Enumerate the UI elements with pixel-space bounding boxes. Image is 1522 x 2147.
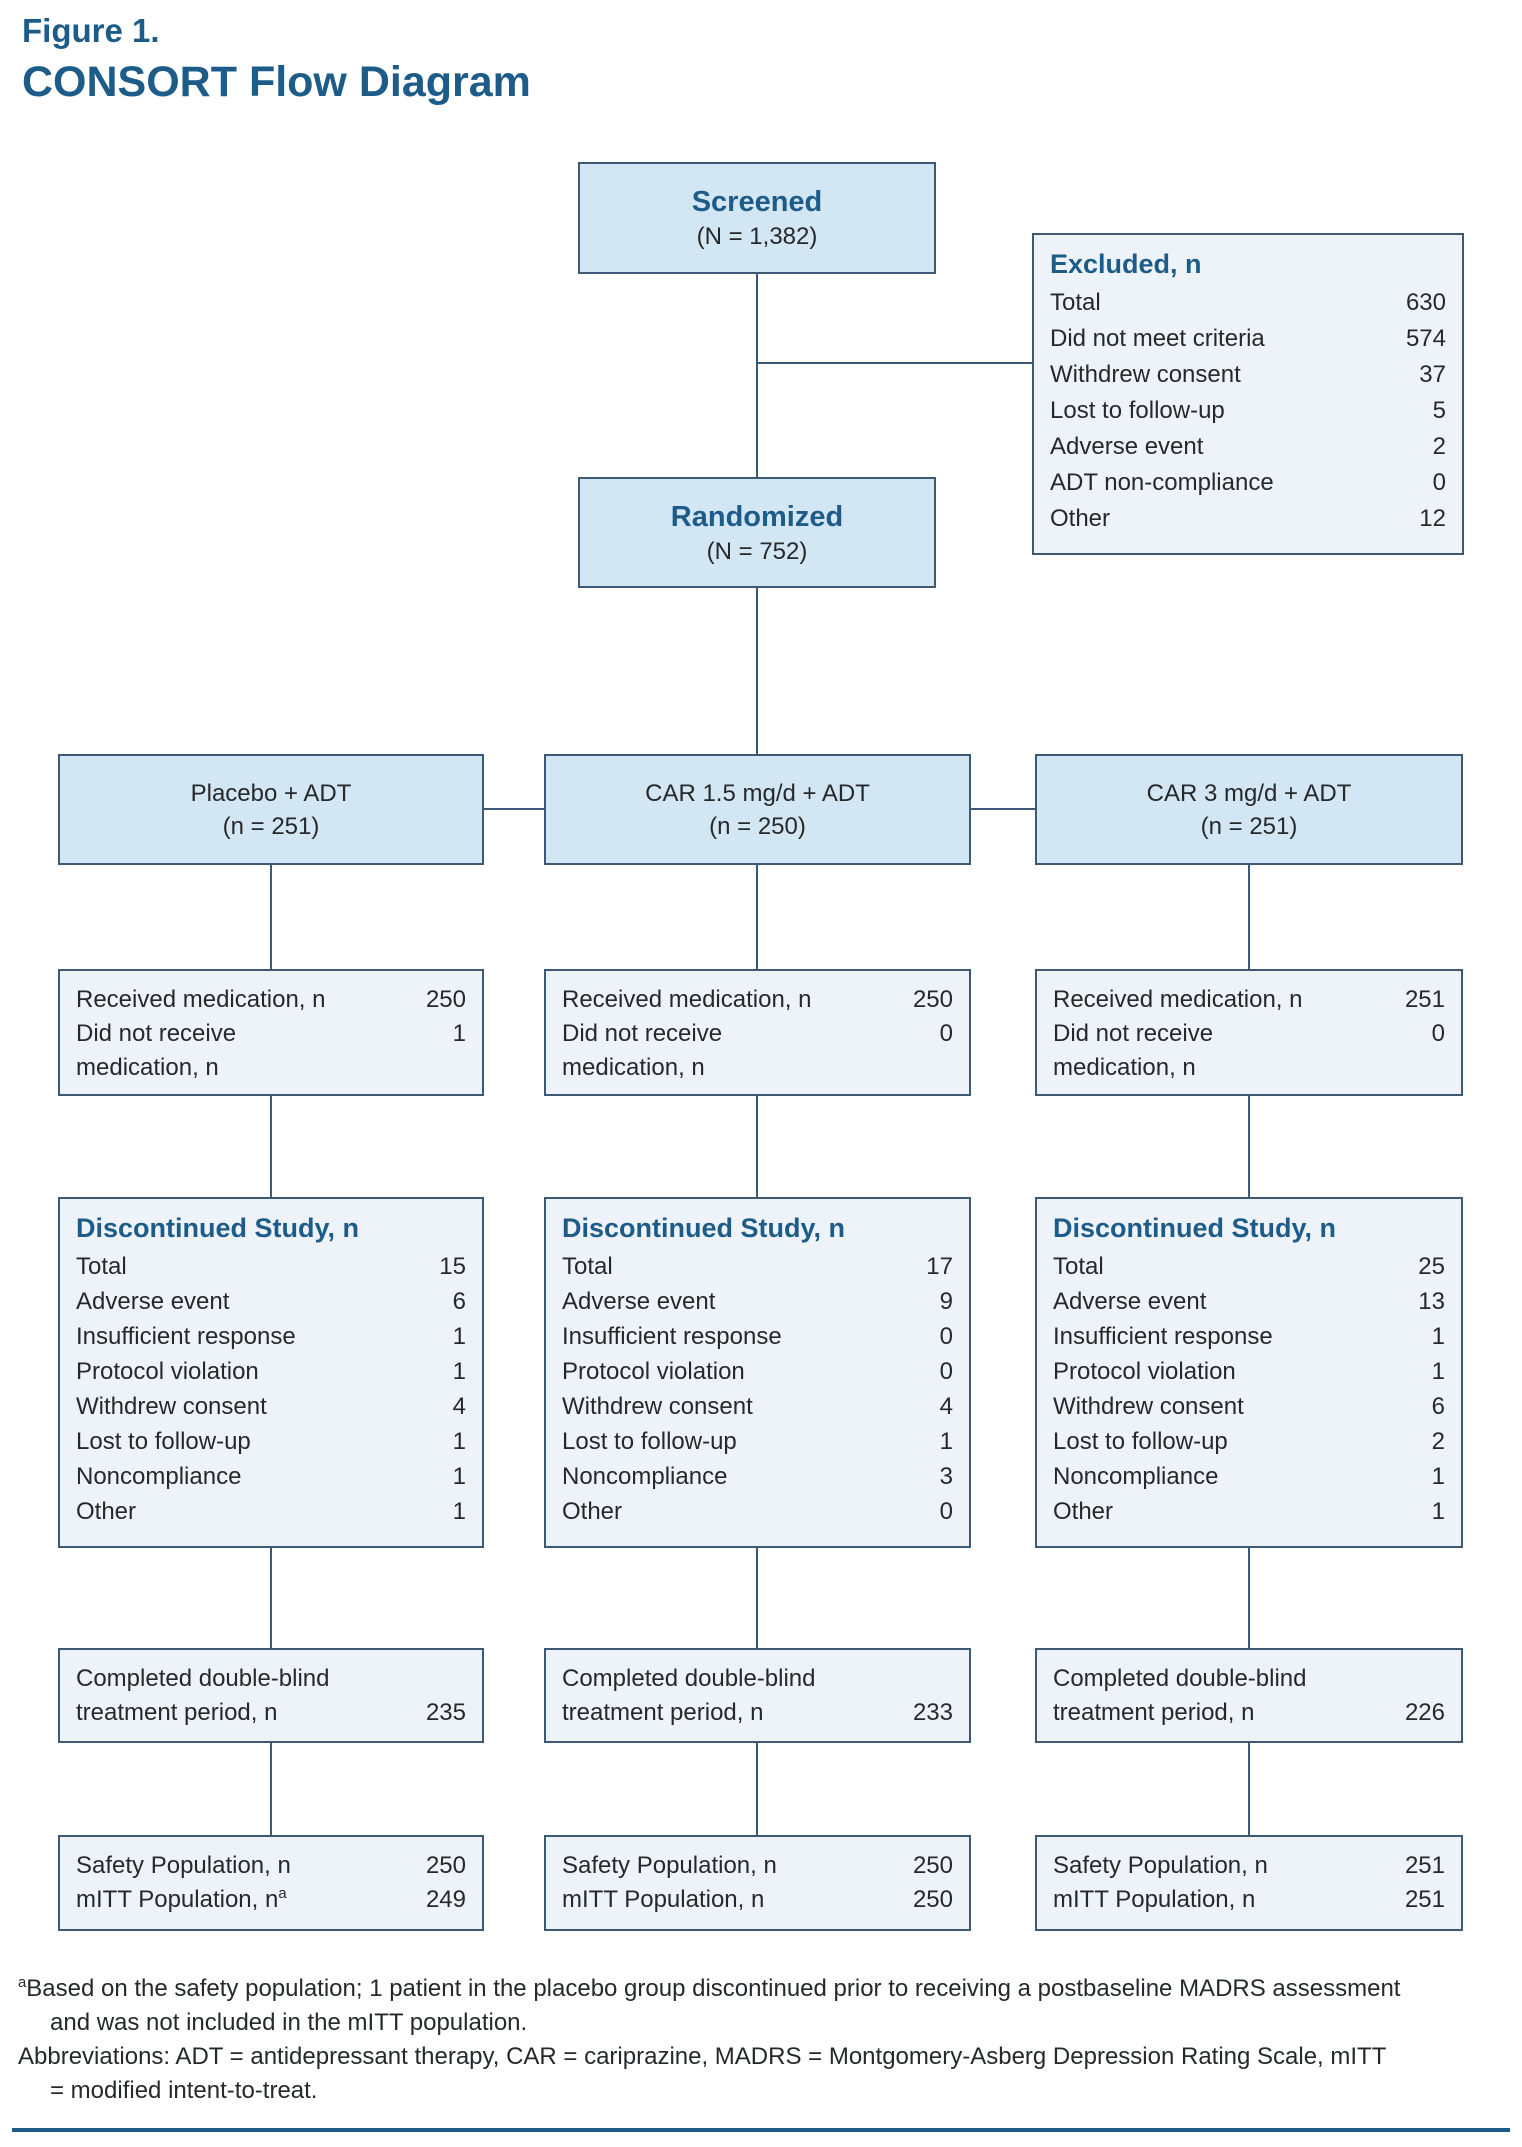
row-label: Did not meet criteria: [1050, 325, 1265, 352]
table-row: [1053, 1662, 1445, 1730]
connector-medication-discontinued-car-3: [1248, 1096, 1250, 1197]
populations-box-placebo: [58, 1835, 484, 1931]
footnote-a: [18, 1972, 1404, 2040]
table-row: [76, 1662, 466, 1730]
discontinued-box-placebo: [58, 1197, 484, 1548]
footnote-a-marker: a: [18, 1975, 27, 1991]
row-label: Insufficient response: [76, 1323, 296, 1350]
row-value: 15: [439, 1253, 466, 1280]
connector-arm-medication-car-1-5: [756, 865, 758, 969]
connector-arm-left: [484, 808, 544, 810]
connector-arm-medication-car-3: [1248, 865, 1250, 969]
arm-box-car-3: [1035, 754, 1463, 865]
row-value: 1: [452, 1463, 466, 1490]
row-value: 12: [1419, 505, 1446, 532]
table-row: [562, 983, 953, 1017]
table-row: [76, 983, 466, 1017]
row-label: Noncompliance: [562, 1463, 728, 1490]
screened-n: (N = 1,382): [696, 223, 818, 250]
row-label: Withdrew consent: [1053, 1393, 1244, 1420]
table-row: [1050, 429, 1446, 465]
row-label: Lost to follow-up: [1053, 1428, 1228, 1455]
randomized-n: (N = 752): [706, 537, 808, 565]
table-row: [1053, 1354, 1445, 1389]
row-label: Protocol violation: [562, 1358, 745, 1385]
row-value: 1: [452, 1358, 466, 1385]
row-value: 1: [452, 1323, 466, 1350]
row-value: 13: [1418, 1288, 1445, 1315]
row-value: 4: [939, 1393, 953, 1420]
arm-title: CAR 3 mg/d + ADT: [1146, 779, 1352, 807]
row-label-text: mITT Population, n: [562, 1886, 765, 1913]
table-row: [562, 1319, 953, 1354]
population-rows: [76, 1849, 466, 1917]
row-label: [76, 1883, 287, 1917]
populations-box-car-1-5: [544, 1835, 971, 1931]
row-label: Total: [76, 1253, 127, 1280]
population-rows: [562, 1849, 953, 1917]
row-label: Lost to follow-up: [1050, 397, 1225, 424]
row-label: Total: [1050, 289, 1101, 316]
discontinued-title: Discontinued Study, n: [1053, 1213, 1336, 1243]
table-row: [1053, 1459, 1445, 1494]
connector-randomized-arms: [756, 588, 758, 754]
arm-box-placebo: [58, 754, 484, 865]
connector-arm-medication-placebo: [270, 865, 272, 969]
table-row: [562, 1662, 953, 1730]
row-value: 5: [1432, 397, 1446, 424]
arm-n: (n = 250): [709, 812, 806, 840]
row-value: 1: [452, 1428, 466, 1455]
table-row: [1053, 1389, 1445, 1424]
table-row: [76, 1284, 466, 1319]
discontinued-title: Discontinued Study, n: [76, 1213, 359, 1243]
table-row: [1050, 321, 1446, 357]
table-row: [562, 1284, 953, 1319]
populations-box-car-3: [1035, 1835, 1463, 1931]
footnotes: [18, 1972, 1404, 2108]
arm-n: (n = 251): [1200, 812, 1298, 840]
row-label: Protocol violation: [76, 1358, 259, 1385]
row-value: 249: [425, 1886, 466, 1913]
row-label: Completed double-blind treatment period, n: [1053, 1664, 1307, 1726]
row-value: 0: [1432, 469, 1446, 496]
table-row: [1053, 1849, 1445, 1883]
row-label: [76, 1849, 291, 1883]
row-value: 574: [1405, 325, 1446, 352]
connector-excluded-branch: [757, 362, 1032, 364]
table-row: [76, 1494, 466, 1529]
table-row: [562, 1354, 953, 1389]
discontinued-rows: [1053, 1249, 1445, 1529]
medication-rows: [562, 983, 953, 1085]
table-row: [76, 1424, 466, 1459]
table-row: [76, 1849, 466, 1883]
randomized-title: Randomized: [670, 500, 844, 533]
abbreviations: [18, 2040, 1404, 2108]
row-label-text: mITT Population, n: [1053, 1886, 1256, 1913]
row-label: Completed double-blind treatment period, n: [562, 1664, 816, 1726]
screened-title: Screened: [691, 186, 823, 218]
row-value: 0: [939, 1498, 953, 1525]
row-label: Completed double-blind treatment period, n: [76, 1664, 330, 1726]
row-value: 6: [1431, 1393, 1445, 1420]
arm-box-car-1-5: [544, 754, 971, 865]
row-value: 1: [1431, 1463, 1445, 1490]
discontinued-box-car-1-5: [544, 1197, 971, 1548]
row-value: 3: [939, 1463, 953, 1490]
population-rows: [1053, 1849, 1445, 1917]
row-label: Other: [562, 1498, 623, 1525]
row-value: 250: [425, 986, 466, 1013]
table-row: [562, 1849, 953, 1883]
bottom-rule: [12, 2128, 1510, 2132]
table-row: [76, 1319, 466, 1354]
row-label: [1053, 1849, 1268, 1883]
table-row: [1053, 983, 1445, 1017]
table-row: [1053, 1284, 1445, 1319]
row-value: 250: [912, 1886, 953, 1913]
completed-box-placebo: [58, 1648, 484, 1743]
table-row: [76, 1389, 466, 1424]
row-label-text: mITT Population, n: [76, 1886, 279, 1913]
row-value: 630: [1405, 289, 1446, 316]
row-label: Did not receive medication, n: [76, 1020, 237, 1081]
row-label: Insufficient response: [562, 1323, 782, 1350]
row-value: 251: [1404, 986, 1445, 1013]
table-row: [1050, 501, 1446, 537]
table-row: [1053, 1494, 1445, 1529]
row-label: Did not receive medication, n: [562, 1020, 723, 1081]
figure-label: Figure 1.: [22, 12, 160, 49]
row-value: 251: [1404, 1852, 1445, 1879]
row-value: 1: [1431, 1498, 1445, 1525]
row-value: 250: [425, 1852, 466, 1879]
completed-box-car-1-5: [544, 1648, 971, 1743]
medication-box-car-1-5: [544, 969, 971, 1096]
connector-discontinued-completed-car-1-5: [756, 1548, 758, 1648]
row-label: Other: [1053, 1498, 1114, 1525]
footnote-a-text: Based on the safety population; 1 patient in the placebo group discontinued prior to receiving a postbaseline MADRS assessment and was not included in the mITT population.: [26, 1975, 1401, 2036]
row-label: Withdrew consent: [1050, 361, 1241, 388]
row-label: Total: [562, 1253, 613, 1280]
table-row: [562, 1424, 953, 1459]
medication-rows: [76, 983, 466, 1085]
row-value: 4: [452, 1393, 466, 1420]
row-label: Adverse event: [1050, 433, 1204, 460]
table-row: [1053, 1319, 1445, 1354]
discontinued-box-car-3: [1035, 1197, 1463, 1548]
table-row: [1053, 1017, 1445, 1085]
row-label: Lost to follow-up: [562, 1428, 737, 1455]
row-label: [562, 1883, 764, 1917]
row-value: 1: [452, 1020, 466, 1047]
row-value: 37: [1419, 361, 1446, 388]
row-value: 235: [425, 1698, 466, 1726]
row-label: Lost to follow-up: [76, 1428, 251, 1455]
row-value: 1: [452, 1498, 466, 1525]
completed-box-car-3: [1035, 1648, 1463, 1743]
row-value: 251: [1404, 1886, 1445, 1913]
table-row: [76, 1883, 466, 1917]
row-value: 1: [1431, 1323, 1445, 1350]
row-value: 1: [1431, 1358, 1445, 1385]
row-label: Adverse event: [562, 1288, 716, 1315]
row-label: Other: [76, 1498, 137, 1525]
row-value: 0: [939, 1323, 953, 1350]
table-row: [1050, 285, 1446, 321]
row-value: 233: [912, 1698, 953, 1726]
discontinued-title: Discontinued Study, n: [562, 1213, 845, 1243]
connector-arm-right: [971, 808, 1035, 810]
table-row: [76, 1249, 466, 1284]
row-value: 25: [1418, 1253, 1445, 1280]
connector-discontinued-completed-car-3: [1248, 1548, 1250, 1648]
discontinued-rows: [562, 1249, 953, 1529]
row-value: 250: [912, 986, 953, 1013]
row-value: 0: [939, 1358, 953, 1385]
table-row: [1053, 1883, 1445, 1917]
table-row: [562, 1494, 953, 1529]
table-row: [76, 1459, 466, 1494]
randomized-box: [578, 477, 936, 588]
medication-box-car-3: [1035, 969, 1463, 1096]
row-value: 6: [452, 1288, 466, 1315]
table-row: [1053, 1424, 1445, 1459]
row-value: 1: [939, 1428, 953, 1455]
arm-title: CAR 1.5 mg/d + ADT: [645, 779, 870, 807]
row-label: [562, 1849, 777, 1883]
connector-discontinued-completed-placebo: [270, 1548, 272, 1648]
table-row: [562, 1883, 953, 1917]
discontinued-rows: [76, 1249, 466, 1529]
row-value: 2: [1431, 1428, 1445, 1455]
row-label: Protocol violation: [1053, 1358, 1236, 1385]
row-label: Withdrew consent: [562, 1393, 753, 1420]
row-label: Received medication, n: [1053, 986, 1303, 1013]
row-label-text: Safety Population, n: [1053, 1852, 1268, 1879]
table-row: [1053, 1249, 1445, 1284]
row-label: Adverse event: [76, 1288, 230, 1315]
excluded-box: [1032, 233, 1464, 555]
table-row: [1050, 393, 1446, 429]
row-label: Insufficient response: [1053, 1323, 1273, 1350]
table-row: [76, 1017, 466, 1085]
medication-rows: [1053, 983, 1445, 1085]
table-row: [562, 1017, 953, 1085]
medication-box-placebo: [58, 969, 484, 1096]
row-value: 250: [912, 1852, 953, 1879]
arm-n: (n = 251): [222, 812, 320, 840]
row-label-text: Safety Population, n: [562, 1852, 777, 1879]
row-label-text: Safety Population, n: [76, 1852, 291, 1879]
row-label: Did not receive medication, n: [1053, 1020, 1214, 1081]
connector-completed-populations-car-1-5: [756, 1743, 758, 1835]
connector-medication-discontinued-placebo: [270, 1096, 272, 1197]
table-row: [76, 1354, 466, 1389]
connector-medication-discontinued-car-1-5: [756, 1096, 758, 1197]
footnote-marker: a: [278, 1886, 287, 1902]
table-row: [1050, 357, 1446, 393]
row-label: Received medication, n: [76, 986, 326, 1013]
page-title: CONSORT Flow Diagram: [22, 58, 531, 106]
row-label: Received medication, n: [562, 986, 812, 1013]
table-row: [1050, 465, 1446, 501]
row-label: [1053, 1883, 1255, 1917]
row-label: ADT non-compliance: [1050, 469, 1274, 496]
screened-box: [578, 162, 936, 274]
row-value: 0: [1431, 1020, 1445, 1047]
row-value: 0: [939, 1020, 953, 1047]
table-row: [562, 1459, 953, 1494]
row-label: Noncompliance: [76, 1463, 242, 1490]
table-row: [562, 1389, 953, 1424]
row-label: Noncompliance: [1053, 1463, 1219, 1490]
row-label: Withdrew consent: [76, 1393, 267, 1420]
connector-completed-populations-placebo: [270, 1743, 272, 1835]
row-value: 17: [926, 1253, 953, 1280]
table-row: [562, 1249, 953, 1284]
row-label: Other: [1050, 505, 1111, 532]
excluded-rows: [1050, 285, 1446, 537]
row-value: 9: [939, 1288, 953, 1315]
row-value: 226: [1404, 1698, 1445, 1726]
excluded-title: Excluded, n: [1050, 249, 1202, 279]
connector-screened-randomized: [756, 274, 758, 477]
abbreviations-text: Abbreviations: ADT = antidepressant therapy, CAR = cariprazine, MADRS = Montgomery-Asberg Depression Rating Scale, mITT = modified intent-to-treat.: [18, 2043, 1386, 2104]
row-value: 2: [1432, 433, 1446, 460]
connector-completed-populations-car-3: [1248, 1743, 1250, 1835]
row-label: Adverse event: [1053, 1288, 1207, 1315]
row-label: Total: [1053, 1253, 1104, 1280]
arm-title: Placebo + ADT: [190, 779, 352, 807]
